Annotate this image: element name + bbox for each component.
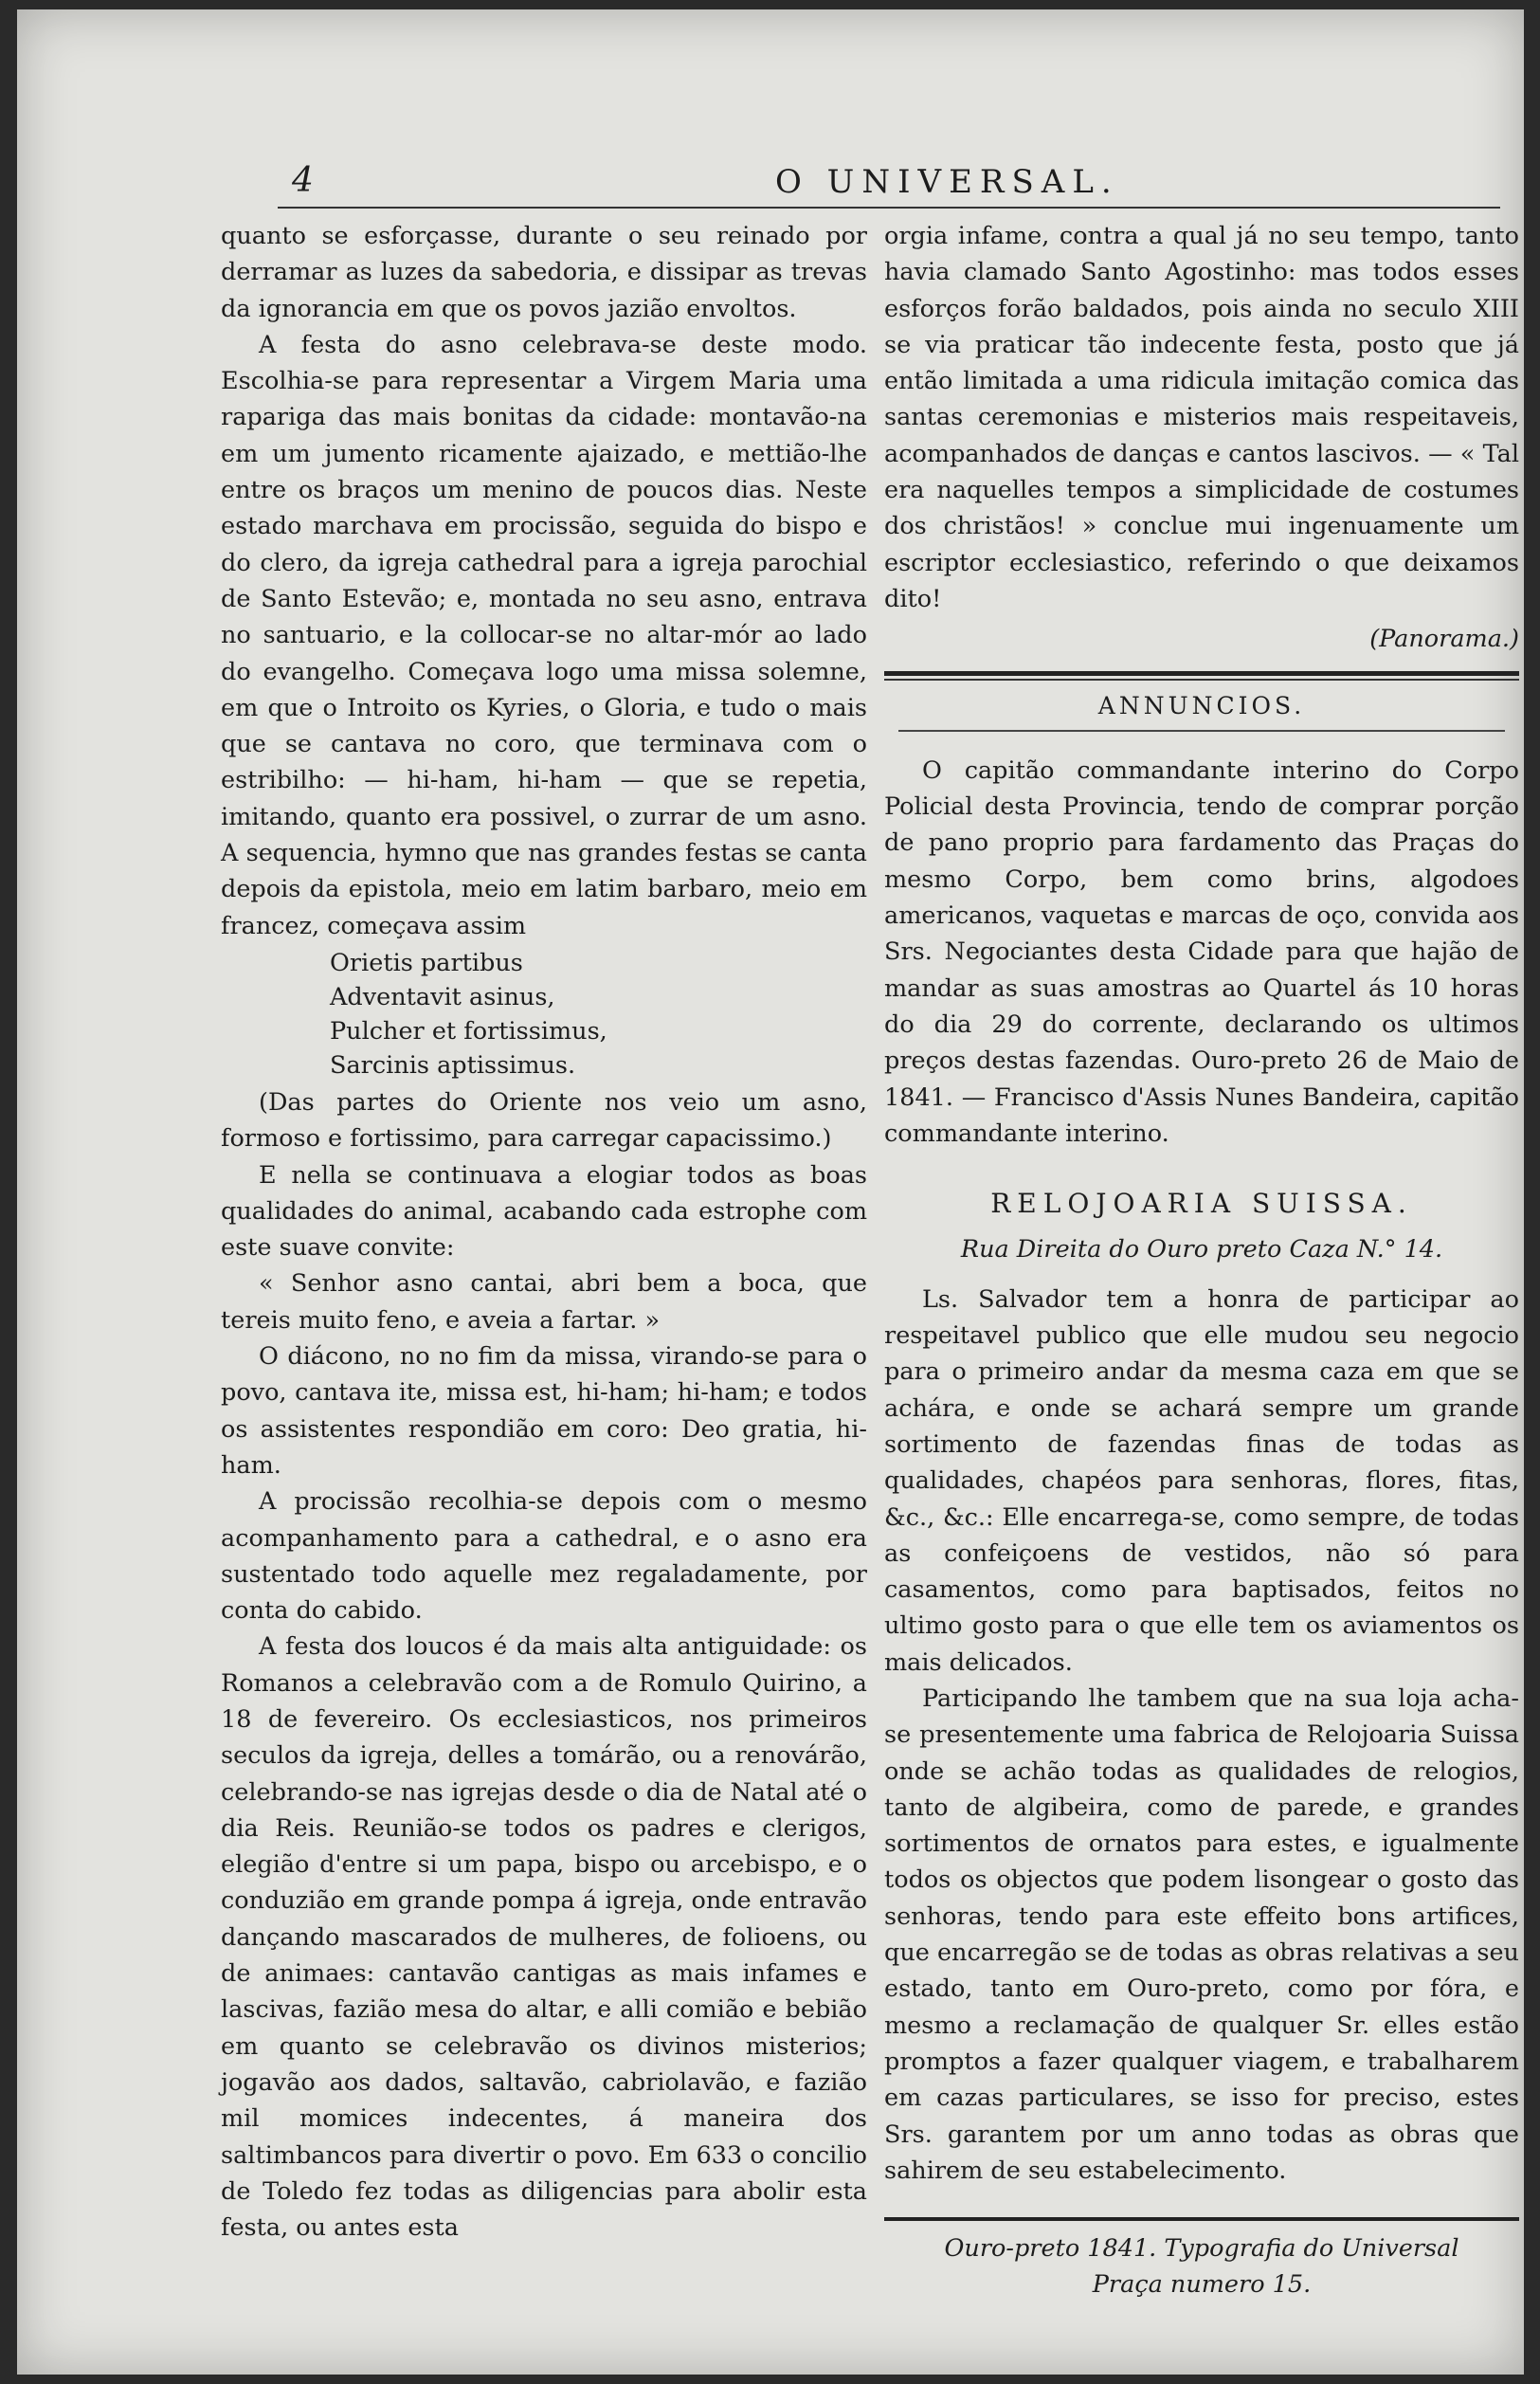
article-paragraph: E nella se continuava a elogiar todos as boas qualidades do animal, acabando cada estrophe com este suave convite: [221,1160,867,1263]
advert-title: RELOJOARIA SUISSA. [990,1188,1413,1220]
article-paragraph: A festa do asno celebrava-se deste modo. Escolhia-se para representar a Virgem Maria uma rapariga das mais bonitas da cidade: montavão-na em um jumento ricamente ajaizado, e mettião-lhe entre os braços um menino de poucos dias. Neste estado marchava em procissão, seguida do bispo e do clero, da igreja cathedral para a igreja parochial de Santo Estevão; e, montada no seu asno, entrava no santuario, e la collocar-se no altar-mór ao lado do evangelho. Começava logo uma missa solemne, em que o Introito os Kyries, o Gloria, e tudo o mais que se cantava no coro, que terminava com o estribilho: — hi-ham, hi-ham — que se repetia, imitando, quanto era possivel, o zurrar de um asno. A sequencia, hymno que nas grandes festas se canta depois da epistola, meio em latim barbaro, meio em francez, começava assim [221,330,867,940]
article-attribution: (Panorama.) [1369,625,1519,654]
article-paragraph: A procissão recolhia-se depois com o mesmo acompanhamento para a cathedral, e o asno era sustentado todo aquelle mez regaladamente, por conta do cabido. [221,1487,867,1626]
section-rule [898,730,1505,732]
article-paragraph: O diácono, no no fim da missa, virando-se para o povo, cantava ite, missa est, hi-ham; hi-ham; e todos os assistentes respondião em coro: Deo gratia, hi-ham. [221,1342,867,1480]
imprint-line: Ouro-preto 1841. Typografia do Universal [944,2234,1459,2264]
section-rule [884,679,1519,681]
advert-paragraph: Participando lhe tambem que na sua loja acha-se presentemente uma fabrica de Relojoaria Suissa onde se achão todas as qualidades de relogios, tanto de algibeira, como de parede, e grandes sortimentos de ornatos para estes, e igualmente todos os objectos que podem lisongear o gosto das senhoras, tendo para este effeito bons artifices, que encarregão se de todas as obras relativas a seu estado, tanto em Ouro-preto, como por fóra, e mesmo a reclamação de qualquer Sr. elles estão promptos a fazer qualquer viagem, e trabalharem em cazas particulares, se isso for preciso, estes Srs. garantem por um anno todas as obras que sahirem de seu estabelecimento. [884,1683,1519,2185]
verse-line: Pulcher et fortissimus, [330,1016,607,1046]
advert-address: Rua Direita do Ouro preto Caza N.° 14. [960,1235,1443,1265]
advert-paragraph: Ls. Salvador tem a honra de participar ao respeitavel publico que elle mudou seu negocio para o primeiro andar da mesma caza em que se achára, e onde se achará sempre um grande sortimento de fazendas finas de todas as qualidades, chapéos para senhoras, flores, fitas, &c., &c.: Elle encarrega-se, como sempre, de todas as confeiçoens de vestidos, não só para casamentos, como para baptisados, feitos no ultimo gosto para o que elle tem os aviamentos os mais delicados. [884,1284,1519,1677]
header-rule [278,207,1500,209]
newspaper-title: O UNIVERSAL. [775,163,1119,201]
article-paragraph: « Senhor asno cantai, abri bem a boca, que tereis muito feno, e aveia a fartar. » [221,1269,867,1335]
page-header [278,161,1500,209]
article-paragraph: (Das partes do Oriente nos veio um asno, formoso e fortissimo, para carregar capacissimo.) [221,1087,867,1154]
announcements-heading: ANNUNCIOS. [1097,691,1306,719]
article-paragraph: A festa dos loucos é da mais alta antiguidade: os Romanos a celebravão com a de Romulo Quirino, a 18 de fevereiro. Os ecclesiasticos, nos primeiros seculos da igreja, delles a tomárão, ou a renovárão, celebrando-se nas igrejas desde o dia de Natal até o dia Reis. Reunião-se todos os padres e clerigos, elegião d'entre si um papa, bispo ou arcebispo, e o conduzião em grande pompa á igreja, onde entravão dançando mascarados de mulheres, de folioens, ou de animaes: cantavão cantigas as mais infames e lascivas, fazião mesa do altar, e alli comião e bebião em quanto se celebravão os divinos misterios; jogavão aos dados, saltavão, cabriolavão, e fazião mil momices indecentes, á maneira dos saltimbancos para divertir o povo. Em 633 o concilio de Toledo fez todas as diligencias para abolir esta festa, ou antes esta [221,1632,867,2243]
section-rule [884,671,1519,676]
article-paragraph: quanto se esforçasse, durante o seu reinado por derramar as luzes da sabedoria, e dissipar as trevas da ignorancia em que os povos jazião envoltos. [221,222,867,323]
verse-line: Adventavit asinus, [330,982,555,1011]
newspaper-page [17,9,1524,2375]
imprint-line: Praça numero 15. [1092,2270,1312,2300]
latin-verse [330,946,867,1083]
verse-line: Orietis partibus [330,948,523,977]
left-column [221,218,867,2246]
page-number: 4 [292,161,314,200]
right-column [884,218,1519,2302]
article-paragraph: orgia infame, contra a qual já no seu tempo, tanto havia clamado Santo Agostinho: mas todos esses esforços forão baldados, pois ainda no seculo XIII se via praticar tão indecente festa, posto que já então limitada a uma ridicula imitação comica das santas ceremonias e misterios mais respeitaveis, acompanhados de danças e cantos lascivos. — « Tal era naquelles tempos a simplicidade de costumes dos christãos! » conclue mui ingenuamente um escriptor ecclesiastico, referindo o que deixamos dito! [884,222,1519,613]
verse-line: Sarcinis aptissimus. [330,1050,576,1080]
announcement-paragraph: O capitão commandante interino do Corpo Policial desta Provincia, tendo de comprar porção de pano proprio para fardamento das Praças do mesmo Corpo, bem como brins, algodoes americanos, vaquetas e marcas de oço, convida aos Srs. Negociantes desta Cidade para que hajão de mandar as suas amostras ao Quartel ás 10 horas do dia 29 do corrente, declarando os ultimos preços destas fazendas. Ouro-preto 26 de Maio de 1841. — Francisco d'Assis Nunes Bandeira, capitão commandante interino. [884,755,1519,1148]
footer-rule [884,2217,1519,2221]
